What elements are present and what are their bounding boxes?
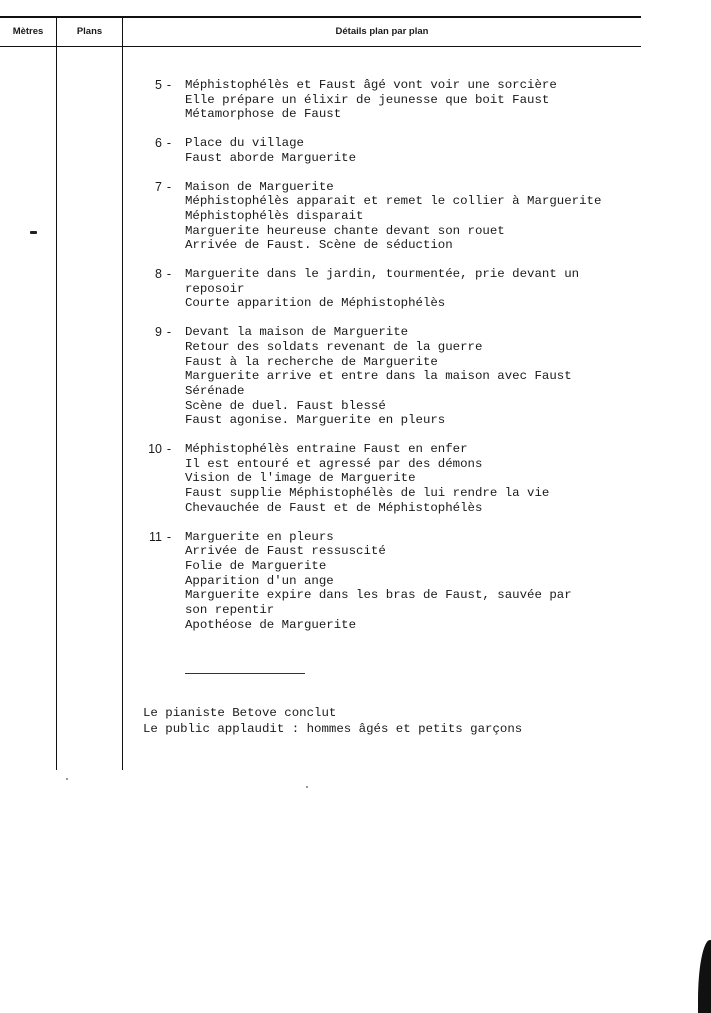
plan-line: Marguerite en pleurs [185, 529, 334, 544]
plan-line: Marguerite expire dans les bras de Faust, sauvée par [185, 588, 572, 603]
section-separator [185, 673, 305, 674]
column-header-metres: Mètres [12, 26, 44, 37]
plan-dash: - [166, 179, 172, 194]
conclusion-line: Le pianiste Betove conclut [143, 706, 337, 720]
plan-number-label [140, 267, 180, 282]
plan-dash: - [166, 325, 172, 340]
plan-line: Métamorphose de Faust [185, 107, 342, 122]
header-bottom-rule [0, 46, 641, 47]
plan-dash: - [166, 267, 172, 282]
plan-number-label [140, 442, 180, 457]
scan-speck [306, 786, 308, 788]
plan-number: 7 [155, 179, 162, 194]
plan-number: 8 [155, 267, 162, 282]
plan-line: Méphistophélès apparait et remet le collier à Marguerite [185, 194, 602, 209]
plan-line: Marguerite dans le jardin, tourmentée, prie devant un [185, 267, 580, 282]
plan-line: Place du village [185, 136, 304, 151]
plan-line: Courte apparition de Méphistophélès [185, 296, 446, 311]
details-content [140, 78, 660, 647]
plan-section [140, 325, 660, 428]
plan-line: Elle prépare un élixir de jeunesse que boit Faust [185, 92, 550, 107]
plan-number-label [140, 180, 180, 195]
plan-line: reposoir [185, 281, 245, 296]
plan-dash: - [166, 136, 172, 151]
margin-mark [30, 231, 37, 234]
plan-line: Devant la maison de Marguerite [185, 325, 409, 340]
plan-line: Méphistophélès et Faust âgé vont voir une sorcière [185, 78, 557, 92]
plan-dash: - [166, 442, 172, 457]
plan-section [140, 78, 660, 122]
plan-line: Folie de Marguerite [185, 558, 327, 573]
column-header-plans: Plans [76, 26, 103, 37]
plan-section [140, 136, 660, 165]
plan-line: Méphistophélès entraine Faust en enfer [185, 442, 468, 457]
plan-section [140, 180, 660, 254]
plan-line: Chevauchée de Faust et de Méphistophélès [185, 500, 483, 515]
plan-line: Faust supplie Méphistophélès de lui rendre la vie [185, 486, 550, 501]
plan-number-label [140, 136, 180, 151]
plan-number: 10 [148, 442, 162, 457]
page-edge-shadow [698, 940, 711, 1013]
plan-line: Sérénade [185, 383, 245, 398]
plan-line: Il est entouré et agressé par des démons [185, 456, 483, 471]
plan-line: Scène de duel. Faust blessé [185, 398, 386, 413]
plan-line: Faust aborde Marguerite [185, 150, 357, 165]
plan-section [140, 442, 660, 516]
table-top-rule [0, 16, 641, 18]
column-divider-metres [56, 17, 57, 770]
plan-section [140, 530, 660, 633]
plan-number: 5 [155, 78, 162, 92]
plan-line: Arrivée de Faust. Scène de séduction [185, 238, 453, 253]
plan-number: 11 [149, 529, 162, 544]
plan-line: Apothéose de Marguerite [185, 617, 357, 632]
plan-line: son repentir [185, 603, 275, 618]
plan-dash: - [166, 78, 172, 92]
plan-line: Arrivée de Faust ressuscité [185, 544, 386, 559]
plan-number-label [140, 325, 180, 340]
conclusion-block [143, 705, 522, 737]
column-divider-plans [122, 17, 123, 770]
plan-section [140, 267, 660, 311]
plan-number-label [140, 78, 180, 93]
plan-number: 9 [155, 325, 162, 340]
plan-line: Marguerite heureuse chante devant son rouet [185, 223, 505, 238]
plan-dash: - [166, 529, 172, 544]
plan-line: Vision de l'image de Marguerite [185, 471, 416, 486]
plan-line: Faust à la recherche de Marguerite [185, 354, 438, 369]
plan-line: Faust agonise. Marguerite en pleurs [185, 413, 446, 428]
plan-line: Apparition d'un ange [185, 573, 334, 588]
plan-number: 6 [155, 136, 162, 151]
plan-line: Retour des soldats revenant de la guerre [185, 339, 483, 354]
scan-speck [66, 778, 68, 780]
plan-line: Méphistophélès disparait [185, 208, 364, 223]
column-header-details: Détails plan par plan [335, 26, 429, 37]
conclusion-line: Le public applaudit : hommes âgés et petits garçons [143, 722, 523, 736]
plan-number-label [140, 530, 180, 545]
plan-line: Marguerite arrive et entre dans la maison avec Faust [185, 369, 572, 384]
plan-line: Maison de Marguerite [185, 179, 334, 194]
